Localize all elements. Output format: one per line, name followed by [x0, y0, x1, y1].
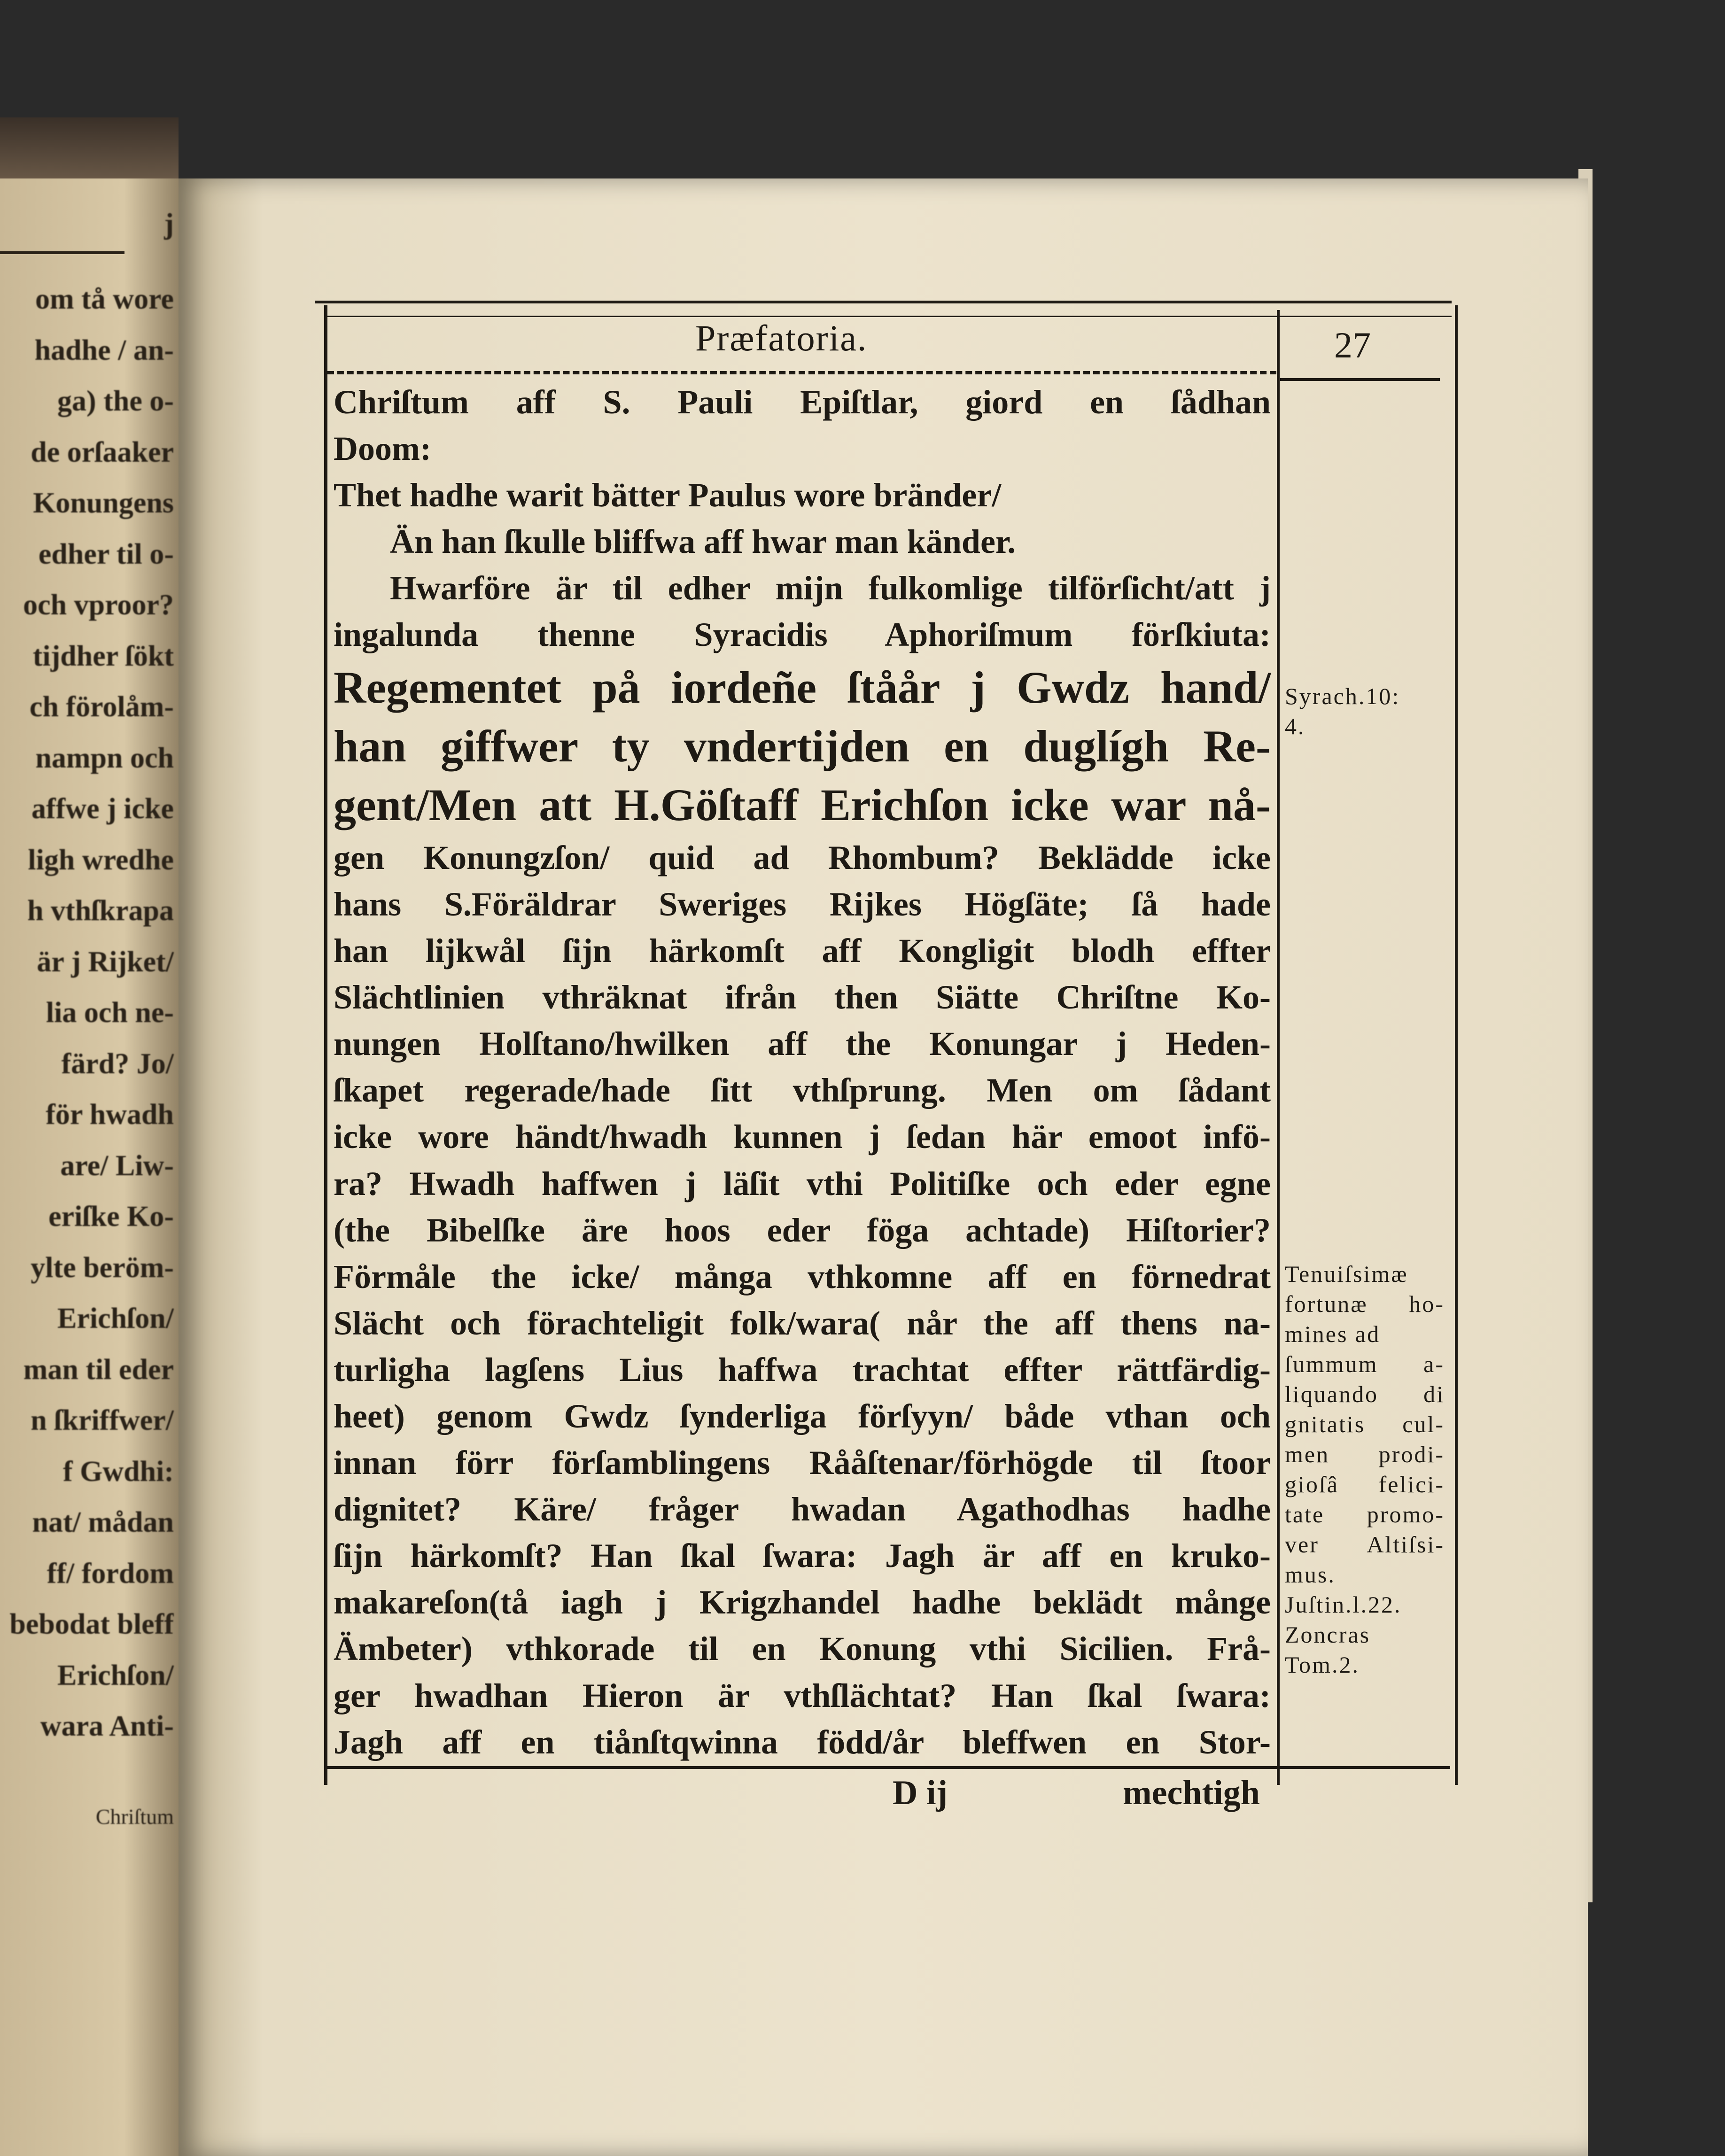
left-page-line: f Gwdhi:	[63, 1456, 174, 1488]
left-page-edge	[0, 117, 179, 183]
bottom-rule	[327, 1766, 1450, 1769]
margin-note-line: tate promo-	[1285, 1501, 1445, 1528]
body-line: Thet hadhe warit bätter Paulus wore bränder/	[334, 476, 1002, 514]
left-page-line: Konungens	[33, 487, 174, 519]
left-page-line: ch förolåm-	[29, 691, 174, 723]
left-page-line: färd? Jo/	[61, 1048, 174, 1080]
margin-note-line: ver Altiſsi-	[1285, 1531, 1445, 1558]
left-page-line: wara Anti-	[40, 1710, 174, 1742]
catchword: mechtigh	[1123, 1774, 1260, 1812]
margin-note-line: men prodi-	[1285, 1441, 1445, 1467]
left-page-line: tijdher ſökt	[32, 640, 174, 672]
left-page-line: nat/ mådan	[32, 1506, 174, 1538]
body-text	[334, 380, 1271, 1764]
body-line: han lijkwål ſijn härkomſt aff Kongligit blodh effter	[334, 932, 1271, 970]
margin-note-line: liquando di	[1285, 1381, 1445, 1407]
left-page-line: man til eder	[23, 1354, 174, 1386]
body-line: innan förr förſamblingens Rååſtenar/förhögde til ſtoor	[334, 1444, 1271, 1482]
body-line: Chriſtum aff S. Pauli Epiſtlar, giord en ſådhan	[334, 383, 1271, 421]
left-page-line: och vproor?	[23, 589, 174, 621]
margin-note-line: 4.	[1285, 713, 1305, 739]
body-line: ra? Hwadh haffwen j läſit vthi Politiſke och eder egne	[334, 1164, 1271, 1202]
body-line: ger hwadhan Hieron är vthſlächtat? Han ſkal ſwara:	[334, 1676, 1271, 1714]
body-line: ingalunda thenne Syracidis Aphoriſmum förſkiuta:	[334, 616, 1271, 654]
body-line: (the Bibelſke äre hoos eder föga achtade) Hiſtorier?	[334, 1211, 1271, 1249]
left-page-line: n ſkriffwer/	[31, 1404, 174, 1436]
margin-note-line: mines ad	[1285, 1321, 1381, 1347]
left-page-line: ylte beröm-	[31, 1252, 174, 1284]
margin-note-line: gnitatis cul-	[1285, 1411, 1445, 1437]
left-page-line: nampn och	[35, 742, 174, 774]
body-line: Slächtlinien vthräknat ifrån then Siätte Chriſtne Ko-	[334, 978, 1271, 1016]
left-page-line: lia och ne-	[46, 997, 174, 1029]
header-rule	[327, 371, 1276, 374]
left-page-line: affwe j icke	[31, 793, 174, 825]
margin-note-line: Juſtin.l.22.	[1285, 1591, 1402, 1618]
margin-note-line: Tenuiſsimæ	[1285, 1261, 1408, 1287]
margin-header-rule	[1280, 378, 1440, 381]
margin-note-tenuissimae	[1285, 1259, 1445, 1680]
body-line: Ämbeter) vthkorade til en Konung vthi Sicilien. Frå-	[334, 1630, 1271, 1668]
margin-note-line: ſummum a-	[1285, 1351, 1445, 1377]
body-line: ſkapet regerade/hade ſitt vthſprung. Men om ſådant	[334, 1071, 1271, 1109]
body-line: turligha lagſens Lius haffwa trachtat effter rättfärdig-	[334, 1350, 1271, 1388]
page-number: 27	[1334, 325, 1371, 365]
left-page-line: hadhe / an-	[34, 334, 174, 366]
margin-divider	[1277, 310, 1280, 1785]
left-page-line: are/ Liw-	[60, 1150, 174, 1182]
margin-note-line: Zoncras	[1285, 1621, 1371, 1648]
body-line: ſijn härkomſt? Han ſkal ſwara: Jagh är aff en kruko-	[334, 1537, 1271, 1575]
margin-note-syrach	[1285, 681, 1445, 741]
body-line: gent/Men att H.Göſtaff Erichſon icke war nå-	[334, 779, 1271, 830]
margin-note-line: gioſâ felici-	[1285, 1471, 1445, 1497]
left-page-line: Erichſon/	[57, 1660, 174, 1691]
body-line: Regementet på iordeñe ſtåår j Gwdz hand/	[334, 662, 1271, 713]
body-line: dignitet? Käre/ fråger hwadan Agathodhas hadhe	[334, 1490, 1271, 1528]
body-line: Förmåle the icke/ många vthkomne aff en förnedrat	[334, 1257, 1271, 1295]
left-page-line: Erichſon/	[57, 1303, 174, 1334]
left-page-line: om tå wore	[35, 283, 174, 315]
left-page-line: ff/ fordom	[47, 1558, 174, 1590]
left-page-catchword: Chriſtum	[95, 1805, 174, 1829]
left-page-line: är j Rijket/	[37, 946, 174, 978]
body-line: Än han ſkulle bliffwa aff hwar man känder.	[390, 523, 1016, 561]
body-line: Doom:	[334, 430, 431, 468]
left-page-line: för hwadh	[46, 1099, 174, 1131]
body-line: icke wore händt/hwadh kunnen j ſedan här emoot infö-	[334, 1118, 1271, 1156]
margin-note-line: fortunæ ho-	[1285, 1291, 1445, 1317]
left-page-line: de orſaaker	[31, 436, 174, 468]
body-line: Slächt och förachteligit folk/wara( når the aff thens na-	[334, 1304, 1271, 1342]
top-rule	[315, 301, 1452, 303]
body-line: gen Konungzſon/ quid ad Rhombum? Beklädde icke	[334, 838, 1271, 876]
body-line: Jagh aff en tiånſtqwinna född/år bleffwen en Stor-	[334, 1723, 1271, 1761]
body-line: han giffwer ty vndertijden en duglígh Re-	[334, 721, 1271, 771]
body-line: heet) genom Gwdz ſynderliga förſyyn/ både vthan och	[334, 1397, 1271, 1435]
body-line: Hwarföre är til edher mijn fulkomlige tilförſicht/att j	[390, 569, 1271, 607]
left-page-rule	[0, 251, 124, 254]
margin-note-line: mus.	[1285, 1561, 1336, 1588]
left-page-line: h vthſkrapa	[27, 895, 174, 927]
left-page-line: eriſke Ko-	[48, 1201, 174, 1233]
left-page-line: ga) the o-	[57, 385, 174, 417]
body-line: hans S.Föräldrar Sweriges Rijkes Högſäte; ſå hade	[334, 885, 1271, 923]
margin-note-line: Tom.2.	[1285, 1652, 1360, 1678]
running-title: Præfatoria.	[695, 318, 868, 358]
left-page-line: bebodat bleff	[9, 1608, 174, 1640]
left-page-line: ligh wredhe	[28, 844, 174, 876]
left-page-line: j	[164, 208, 174, 240]
left-page-line: edher til o-	[38, 538, 174, 570]
margin-note-line: Syrach.10:	[1285, 683, 1400, 709]
body-line: makareſon(tå iagh j Krigzhandel hadhe beklädt månge	[334, 1583, 1271, 1621]
body-line: nungen Holſtano/hwilken aff the Konungar j Heden-	[334, 1025, 1271, 1063]
signature-mark: D ij	[893, 1774, 948, 1812]
